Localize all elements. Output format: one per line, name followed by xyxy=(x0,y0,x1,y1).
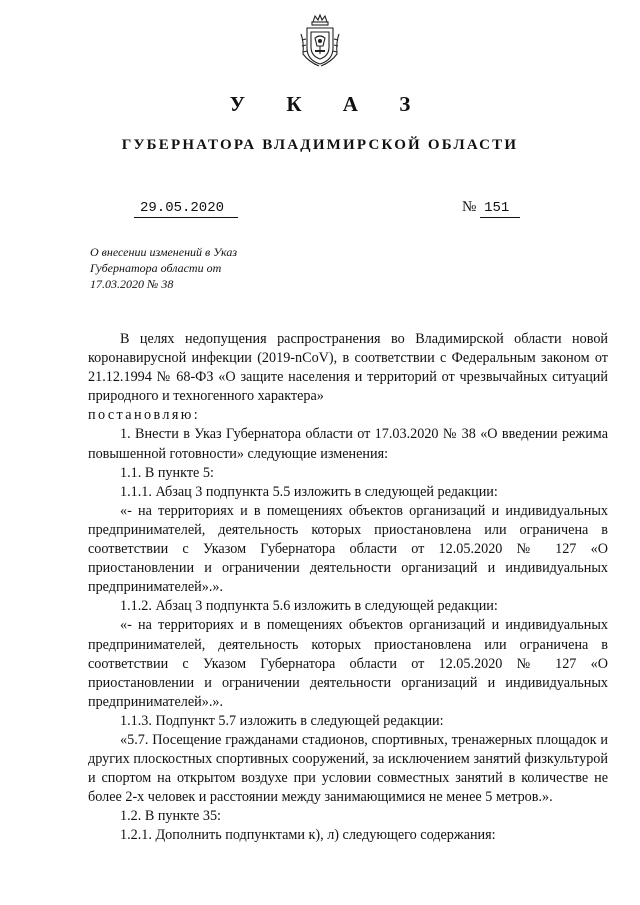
paragraph-1-1: 1.1. В пункте 5: xyxy=(120,464,214,481)
coat-of-arms-icon xyxy=(299,12,341,68)
document-body xyxy=(88,330,608,846)
decree-number: 151 xyxy=(480,199,520,218)
paragraph-1: 1. Внести в Указ Губернатора области от 17.03.2020 № 38 «О введении режима повышенной готовности» следующие изменения: xyxy=(88,426,608,462)
reference-line: Губернатора области от xyxy=(90,261,222,275)
quote-paragraph: «5.7. Посещение гражданами стадионов, спортивных, тренажерных площадок и других плоскостных спортивных сооружений, за исключением занятий физкультурой и спортом на открытом воздухе при условии совместных занятий в количестве не более 2-х человек и расстоянии между занимающимися не менее 5 метров.». xyxy=(88,731,608,806)
preamble-paragraph: В целях недопущения распространения во Владимирской области новой коронавирусной инфекции (2019-nCoV), в соответствии с Федеральным законом от 21.12.1994 № 68-ФЗ «О защите населения и территорий от чрезвычайных ситуаций природного и техногенного характера» xyxy=(88,331,608,405)
paragraph-1-2-1: 1.2.1. Дополнить подпунктами к), л) следующего содержания: xyxy=(120,827,496,844)
number-label: № xyxy=(462,199,477,215)
paragraph-1-1-2: 1.1.2. Абзац 3 подпункта 5.6 изложить в следующей редакции: xyxy=(120,598,498,615)
document-subtitle: ГУБЕРНАТОРА ВЛАДИМИРСКОЙ ОБЛАСТИ xyxy=(121,137,519,153)
document-title: У К А З xyxy=(229,92,429,116)
paragraph-1-1-3: 1.1.3. Подпункт 5.7 изложить в следующей редакции: xyxy=(120,712,444,729)
decree-number-block xyxy=(462,198,520,218)
paragraph-1-1-1: 1.1.1. Абзац 3 подпункта 5.5 изложить в следующей редакции: xyxy=(120,483,498,500)
document-reference xyxy=(90,244,290,292)
reference-line: О внесении изменений в Указ xyxy=(90,245,238,259)
quote-paragraph: «- на территориях и в помещениях объектов организаций и индивидуальных предпринимателей, деятельность которых приостановлена или ограничена в соответствии с Указом Губернатора области от 12.05.2020 № 127 «О приостановлении и ограничении деятельности организаций и индивидуальных предпринимателей».». xyxy=(88,502,608,596)
decree-word: постановляю: xyxy=(88,407,201,424)
paragraph-1-2: 1.2. В пункте 35: xyxy=(120,808,221,825)
quote-paragraph: «- на территориях и в помещениях объектов организаций и индивидуальных предпринимателей, деятельность которых приостановлена или ограничена в соответствии с Указом Губернатора области от 12.05.2020 № 127 «О приостановлении и ограничении деятельности организаций и индивидуальных предпринимателей».». xyxy=(88,617,608,710)
reference-line: 17.03.2020 № 38 xyxy=(90,277,174,291)
decree-date: 29.05.2020 xyxy=(134,199,238,218)
